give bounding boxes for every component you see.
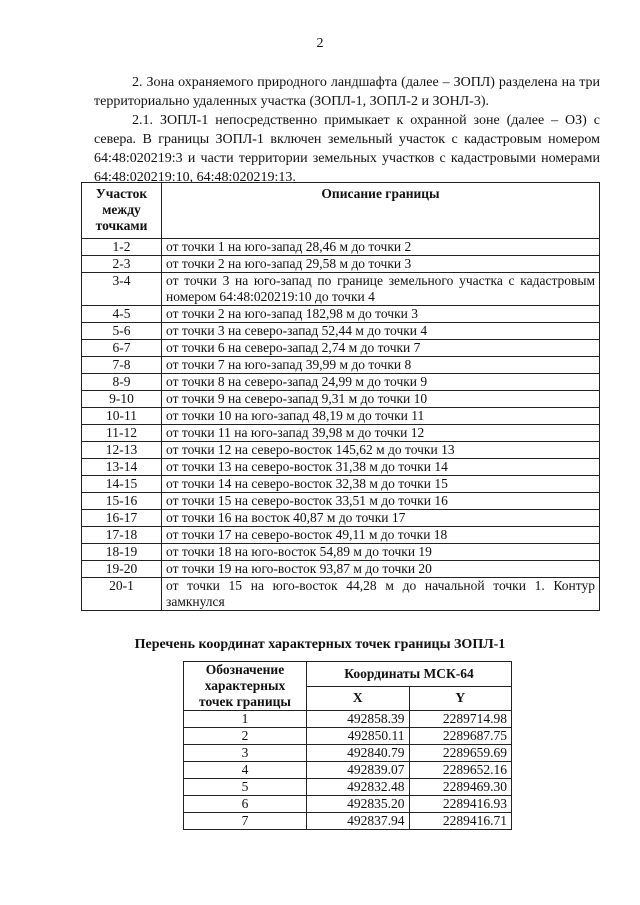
description-cell: от точки 3 на юго-запад по границе земельного участка с кадастровым номером 64:48:020219:10 до точки 4 <box>162 273 600 306</box>
coord-point-cell: 6 <box>184 796 307 813</box>
table-row <box>82 510 600 527</box>
description-cell: от точки 13 на северо-восток 31,38 м до точки 14 <box>162 459 600 476</box>
segment-cell: 18-19 <box>82 544 162 561</box>
description-cell: от точки 14 на северо-восток 32,38 м до точки 15 <box>162 476 600 493</box>
table-row <box>82 408 600 425</box>
table-row <box>82 306 600 323</box>
segment-cell: 5-6 <box>82 323 162 340</box>
segment-cell: 7-8 <box>82 357 162 374</box>
segment-cell: 2-3 <box>82 256 162 273</box>
paragraph-zopl1-text: 2.1. ЗОПЛ-1 непосредственно примыкает к охранной зоне (далее – ОЗ) с севера. В границы ЗОПЛ-1 включен земельный участок с кадастровым номером 64:48:020219:3 и части территории земельных участков с кадастровыми номерами 64:48:020219:10, 64:48:020219:13. <box>94 113 600 185</box>
coord-x-cell: 492839.07 <box>307 762 410 779</box>
coord-x-cell: 492850.11 <box>307 728 410 745</box>
table-row <box>82 273 600 306</box>
description-cell: от точки 11 на юго-запад 39,98 м до точки 12 <box>162 425 600 442</box>
boundary-description-table <box>81 182 600 611</box>
table-row <box>82 476 600 493</box>
table-row <box>82 323 600 340</box>
segment-cell: 17-18 <box>82 527 162 544</box>
paragraph-zone-text: 2. Зона охраняемого природного ландшафта (далее – ЗОПЛ) разделена на три территориально удаленных участка (ЗОПЛ-1, ЗОПЛ-2 и ЗОНЛ-3). <box>94 75 600 109</box>
boundary-table-body <box>82 239 600 611</box>
coords-header-row-1 <box>184 662 512 687</box>
coord-y-cell: 2289416.71 <box>409 813 512 830</box>
description-cell: от точки 15 на северо-восток 33,51 м до точки 16 <box>162 493 600 510</box>
coord-point-cell: 4 <box>184 762 307 779</box>
page-number: 2 <box>316 36 324 51</box>
table-row <box>82 425 600 442</box>
table-row <box>82 459 600 476</box>
coordinates-title: Перечень координат характерных точек границы ЗОПЛ-1 <box>134 637 506 652</box>
coord-y-cell: 2289652.16 <box>409 762 512 779</box>
header-x: X <box>307 686 410 711</box>
segment-cell: 9-10 <box>82 391 162 408</box>
coord-y-cell: 2289714.98 <box>409 711 512 728</box>
description-cell: от точки 16 на восток 40,87 м до точки 17 <box>162 510 600 527</box>
paragraph-zone-description <box>94 73 600 111</box>
description-cell: от точки 15 на юго-восток 44,28 м до начальной точки 1. Контур замкнулся <box>162 578 600 611</box>
segment-cell: 1-2 <box>82 239 162 256</box>
table-row <box>82 493 600 510</box>
coord-point-cell: 3 <box>184 745 307 762</box>
coord-x-cell: 492835.20 <box>307 796 410 813</box>
table-row <box>82 256 600 273</box>
table-row <box>184 728 512 745</box>
coord-y-cell: 2289416.93 <box>409 796 512 813</box>
coord-y-cell: 2289469.30 <box>409 779 512 796</box>
segment-cell: 6-7 <box>82 340 162 357</box>
coord-x-cell: 492840.79 <box>307 745 410 762</box>
table-row <box>82 340 600 357</box>
table-row <box>184 779 512 796</box>
coord-y-cell: 2289687.75 <box>409 728 512 745</box>
table-row <box>184 813 512 830</box>
coord-y-cell: 2289659.69 <box>409 745 512 762</box>
coord-point-cell: 5 <box>184 779 307 796</box>
coord-point-cell: 1 <box>184 711 307 728</box>
table-row <box>82 374 600 391</box>
table-row <box>184 711 512 728</box>
header-y: Y <box>409 686 512 711</box>
coord-x-cell: 492858.39 <box>307 711 410 728</box>
segment-cell: 13-14 <box>82 459 162 476</box>
table-row <box>184 745 512 762</box>
description-cell: от точки 18 на юго-восток 54,89 м до точки 19 <box>162 544 600 561</box>
table-row <box>82 239 600 256</box>
coords-table-body <box>184 711 512 830</box>
header-coordinates: Координаты МСК-64 <box>307 662 512 687</box>
segment-cell: 16-17 <box>82 510 162 527</box>
coord-point-cell: 2 <box>184 728 307 745</box>
paragraph-zopl1-description <box>94 111 600 187</box>
coord-point-cell: 7 <box>184 813 307 830</box>
description-cell: от точки 8 на северо-запад 24,99 м до точки 9 <box>162 374 600 391</box>
header-point-designation: Обозначение характерных точек границы <box>184 662 307 711</box>
description-cell: от точки 1 на юго-запад 28,46 м до точки 2 <box>162 239 600 256</box>
description-cell: от точки 6 на северо-запад 2,74 м до точки 7 <box>162 340 600 357</box>
segment-cell: 4-5 <box>82 306 162 323</box>
description-cell: от точки 17 на северо-восток 49,11 м до точки 18 <box>162 527 600 544</box>
description-cell: от точки 2 на юго-запад 182,98 м до точки 3 <box>162 306 600 323</box>
description-cell: от точки 12 на северо-восток 145,62 м до точки 13 <box>162 442 600 459</box>
description-cell: от точки 2 на юго-запад 29,58 м до точки 3 <box>162 256 600 273</box>
segment-cell: 8-9 <box>82 374 162 391</box>
segment-cell: 20-1 <box>82 578 162 611</box>
table-row <box>82 578 600 611</box>
segment-cell: 11-12 <box>82 425 162 442</box>
segment-cell: 10-11 <box>82 408 162 425</box>
description-cell: от точки 10 на юго-запад 48,19 м до точки 11 <box>162 408 600 425</box>
table-row <box>82 357 600 374</box>
segment-cell: 15-16 <box>82 493 162 510</box>
segment-cell: 3-4 <box>82 273 162 306</box>
segment-cell: 19-20 <box>82 561 162 578</box>
coordinates-table <box>183 661 512 830</box>
table-row <box>184 796 512 813</box>
table-row <box>82 561 600 578</box>
description-cell: от точки 3 на северо-запад 52,44 м до точки 4 <box>162 323 600 340</box>
coord-x-cell: 492837.94 <box>307 813 410 830</box>
description-cell: от точки 19 на юго-восток 93,87 м до точки 20 <box>162 561 600 578</box>
table-row <box>82 527 600 544</box>
header-description: Описание границы <box>162 183 600 239</box>
table-row <box>184 762 512 779</box>
boundary-table-header-row <box>82 183 600 239</box>
header-segment: Участок между точками <box>82 183 162 239</box>
segment-cell: 12-13 <box>82 442 162 459</box>
table-row <box>82 544 600 561</box>
table-row <box>82 391 600 408</box>
description-cell: от точки 7 на юго-запад 39,99 м до точки 8 <box>162 357 600 374</box>
table-row <box>82 442 600 459</box>
coord-x-cell: 492832.48 <box>307 779 410 796</box>
description-cell: от точки 9 на северо-запад 9,31 м до точки 10 <box>162 391 600 408</box>
segment-cell: 14-15 <box>82 476 162 493</box>
